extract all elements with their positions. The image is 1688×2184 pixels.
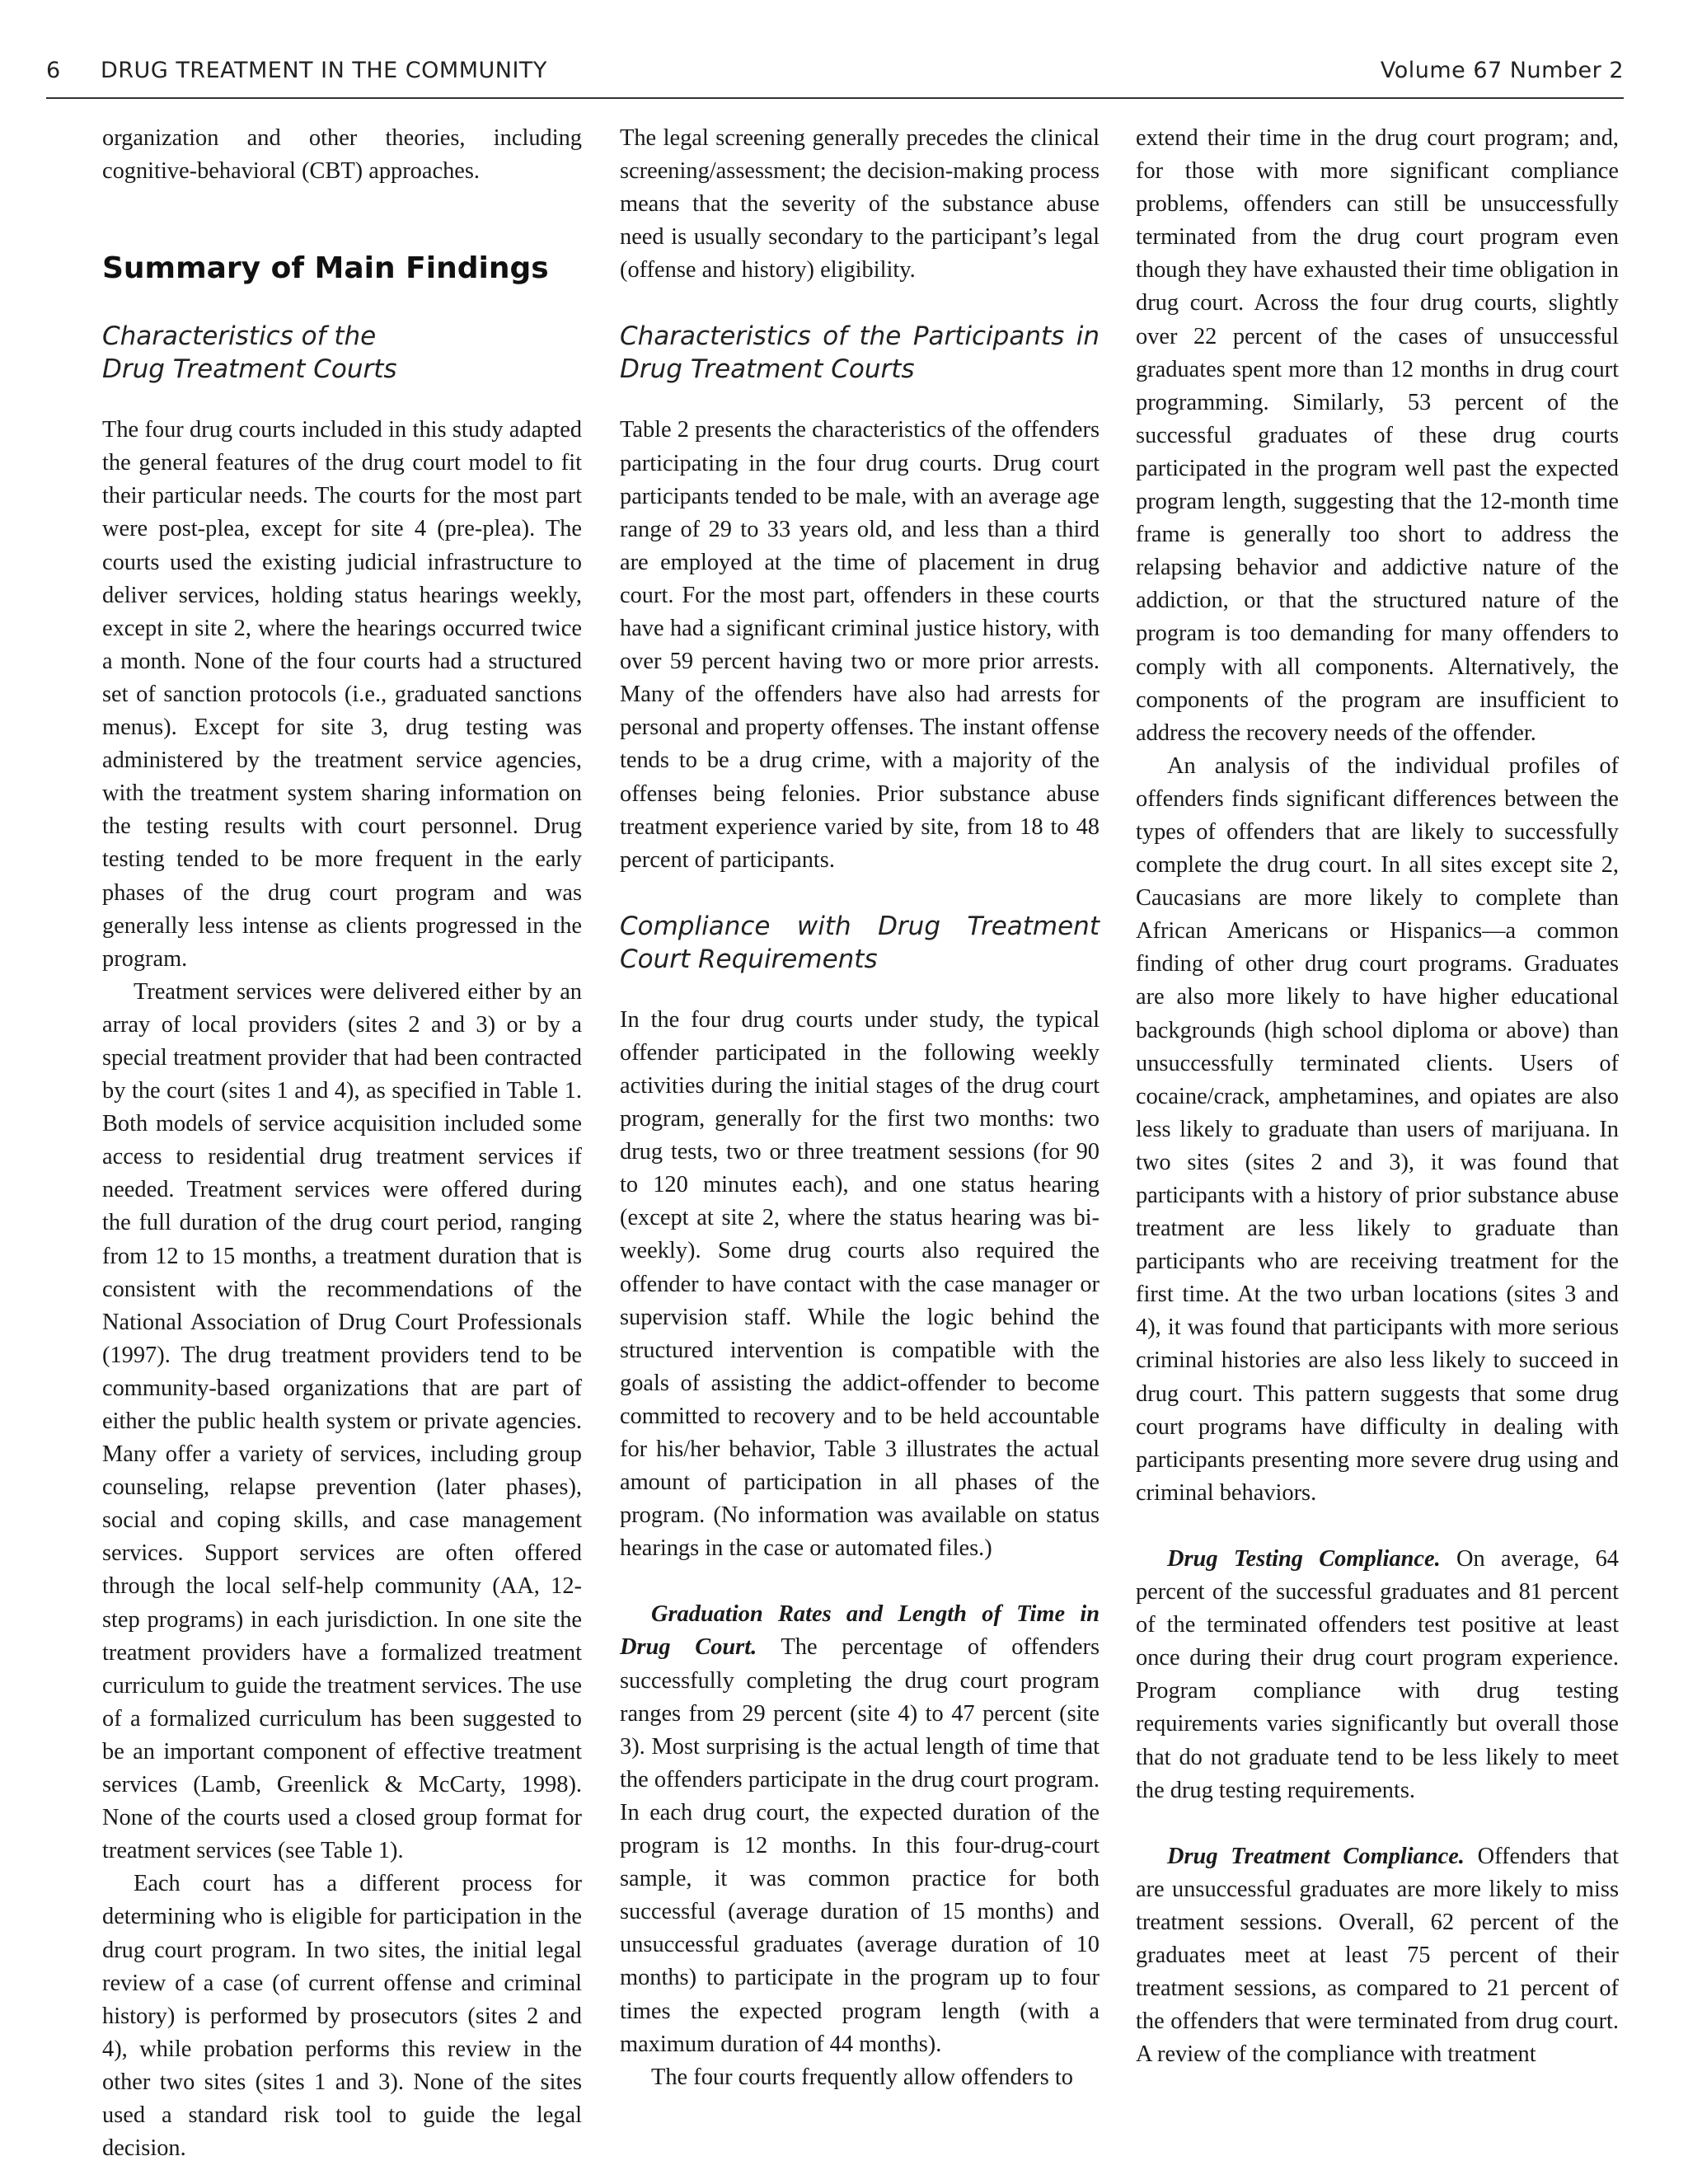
subheading-compliance: Compliance with Drug Treatment Court Requirements — [620, 911, 1100, 974]
column-middle — [620, 122, 1100, 2094]
column-right — [1136, 122, 1619, 2071]
paragraph-courts: The four drug courts included in this study adapted the general features of the drug court model to fit their particular needs. The courts for the most part were post-plea, except for site 4 (pre-plea). The courts used the existing judicial infrastructure to deliver services, holding status hearings weekly, except in site 2, where the hearings occurred twice a month. None of the four courts had a structured set of sanction protocols (i.e., graduated sanctions menus). Except for site 3, drug testing was administered by the treatment service agencies, with the treatment system sharing information on the testing results with court personnel. Drug testing tended to be more frequent in the early phases of the drug court program and was generally less intense as clients progressed in the program. — [102, 417, 582, 972]
paragraph-eligibility-process: Each court has a different process for determining who is eligible for participation in the drug court program. In two sites, the initial legal review of a case (of current offense and criminal history) is performed by prosecutors (sites 2 and 4), while probation performs this review in the other two sites (sites 1 and 3). None of the sites used a standard risk tool to guide the legal decision. — [102, 1871, 582, 2162]
paragraph-drug-testing — [1136, 1543, 1619, 1807]
testing-text: On average, 64 percent of the successful graduates and 81 percent of the terminated offenders test positive at least once during their drug court program experience. Program compliance with drug testing requirements varies significantly but overall those that do not graduate tend to be less likely to meet the drug testing requirements. — [1136, 1545, 1619, 1803]
spacer — [620, 1565, 1100, 1598]
paragraph-allow-offenders: The four courts frequently allow offenders to — [651, 2064, 1073, 2090]
paragraph-treatment-compliance — [1136, 1840, 1619, 2072]
treatment-compliance-text: Offenders that are unsuccessful graduates are more likely to miss treatment sessions. Overall, 62 percent of the graduates meet at least 75 percent of their treatment sessions, as compared to 21 percent of the offenders that were terminated from drug court. A review of the compliance with treatment — [1136, 1843, 1619, 2068]
volume-number: Volume 67 Number 2 — [1380, 58, 1624, 83]
runin-heading-treatment: Drug Treatment Compliance. — [1167, 1843, 1465, 1869]
paragraph-graduation-rates — [620, 1598, 1100, 2060]
page-number: 6 — [46, 58, 61, 83]
graduation-text: The percentage of offenders successfully completing the drug court program ranges from 29 percent (site 4) to 47 percent (site 3). Most surprising is the actual length of time that the offenders participate in the drug court program. In each drug court, the expected duration of the program is 12 months. In this four-drug-court sample, it was common practice for both successful (average duration of 15 months) and unsuccessful graduates (average duration of 10 months) to participate in the program up to four times the expected program length (with a maximum duration of 44 months). — [620, 1634, 1100, 2057]
runin-heading-graduation: Graduation Rates and Length of Time in Drug Court. — [620, 1601, 1100, 1661]
paragraph-treatment-services: Treatment services were delivered either by an array of local providers (sites 2 and 3) or by a special treatment provider that had been contracted by the court (sites 1 and 4), as specified in Table 1. Both models of service acquisition included some access to residential drug treatment services if needed. Treatment services were offered during the full duration of the drug court period, ranging from 12 to 15 months, a treatment duration that is consistent with the recommendations of the National Association of Drug Court Professionals (1997). The drug treatment providers tend to be community-based organizations that are part of either the public health system or private agencies. Many offer a variety of services, including group counseling, relapse prevention (later phases), social and coping skills, and case management services. Support services are often offered through the local self-help community (AA, 12-step programs) in each jurisdiction. In one site the treatment providers have a formalized treatment curriculum to guide the treatment services. The use of a formalized curriculum has been suggested to be an important component of effective treatment services (Lamb, Greenlick & McCarty, 1998). None of the courts used a closed group format for treatment services (see Table 1). — [102, 978, 582, 1864]
spacer — [1136, 1510, 1619, 1543]
runin-heading-testing: Drug Testing Compliance. — [1167, 1545, 1441, 1572]
paragraph-profile-analysis: An analysis of the individual profiles of offenders finds significant differences between the types of offenders that are likely to successfully complete the drug court. In all sites except site 2, Caucasians are more likely to complete than African Americans or Hispanics—a common finding of other drug court programs. Graduates are also more likely to have higher educational backgrounds (high school diploma or above) than unsuccessfully terminated clients. Users of cocaine/crack, amphetamines, and opiates are also less likely to graduate than users of marijuana. In two sites (sites 2 and 3), it was found that participants with a history of prior substance abuse treatment are less likely to graduate than participants who are receiving treatment for the first time. At the two urban locations (sites 3 and 4), it was found that participants with more serious criminal histories are also less likely to succeed in drug court. This pattern suggests that some drug court programs have difficulty in dealing with participants presenting more severe drug using and criminal behaviors. — [1136, 752, 1619, 1506]
paragraph-table2: Table 2 presents the characteristics of the offenders participating in the four drug courts. Drug court participants tended to be male, with an average age range of 29 to 33 years old, and less than a third are employed at the time of placement in drug court. For the most part, offenders in these courts have had a significant criminal justice history, with over 59 percent having two or more prior arrests. Many of the offenders have also had arrests for personal and property offenses. The instant offense tends to be a drug crime, with a majority of the offenses being felonies. Prior substance abuse treatment experience varied by site, from 18 to 48 percent of participants. — [620, 417, 1100, 873]
subheading-characteristics-courts: Characteristics of the Drug Treatment Courts — [102, 321, 397, 385]
paragraph-typical-offender: In the four drug courts under study, the typical offender participated in the following weekly activities during the initial stages of the drug court program, generally for the first two months: two drug tests, two or three treatment sessions (for 90 to 120 minutes each), and one status hearing (except at site 2, where the status hearing was bi-weekly). Some drug courts also required the offender to have contact with the case manager or supervision staff. While the logic behind the structured intervention is compatible with the goals of assisting the addict-offender to become committed to recovery and to be held accountable for his/her behavior, Table 3 illustrates the actual amount of participation in all phases of the program. (No information was available on status hearings in the case or automated files.) — [620, 1006, 1100, 1562]
journal-title: DRUG TREATMENT IN THE COMMUNITY — [101, 58, 547, 83]
paragraph-extend-time: extend their time in the drug court program; and, for those with more significant compliance problems, offenders can still be unsuccessfully terminated from the drug court program even though they have exhausted their time obligation in drug court. Across the four drug courts, slightly over 22 percent of the cases of unsuccessful graduates spent more than 12 months in drug court programming. Similarly, 53 percent of the successful graduates of these drug courts participated in the program well past the expected program length, suggesting that the 12-month time frame is generally too short to address the relapsing behavior and addictive nature of the addiction, or that the structured nature of the program is too demanding for many offenders to comply with all components. Alternatively, the components of the program are insufficient to address the recovery needs of the offender. — [1136, 125, 1619, 746]
header-rule — [46, 97, 1624, 99]
spacer — [620, 877, 1100, 910]
section-heading-summary: Summary of Main Findings — [102, 251, 549, 286]
running-header — [46, 58, 1624, 92]
paragraph-continued: organization and other theories, including cognitive-behavioral (CBT) approaches. — [102, 125, 582, 185]
column-left — [102, 122, 582, 2165]
spacer — [1136, 1807, 1619, 1840]
subheading-participants: Characteristics of the Participants in Drug Treatment Courts — [620, 321, 1100, 385]
spacer — [620, 287, 1100, 320]
paragraph-legal-screening: The legal screening generally precedes the clinical screening/assessment; the decision-making process means that the severity of the substance abuse need is usually secondary to the participant’s legal (offense and history) eligibility. — [620, 125, 1100, 284]
